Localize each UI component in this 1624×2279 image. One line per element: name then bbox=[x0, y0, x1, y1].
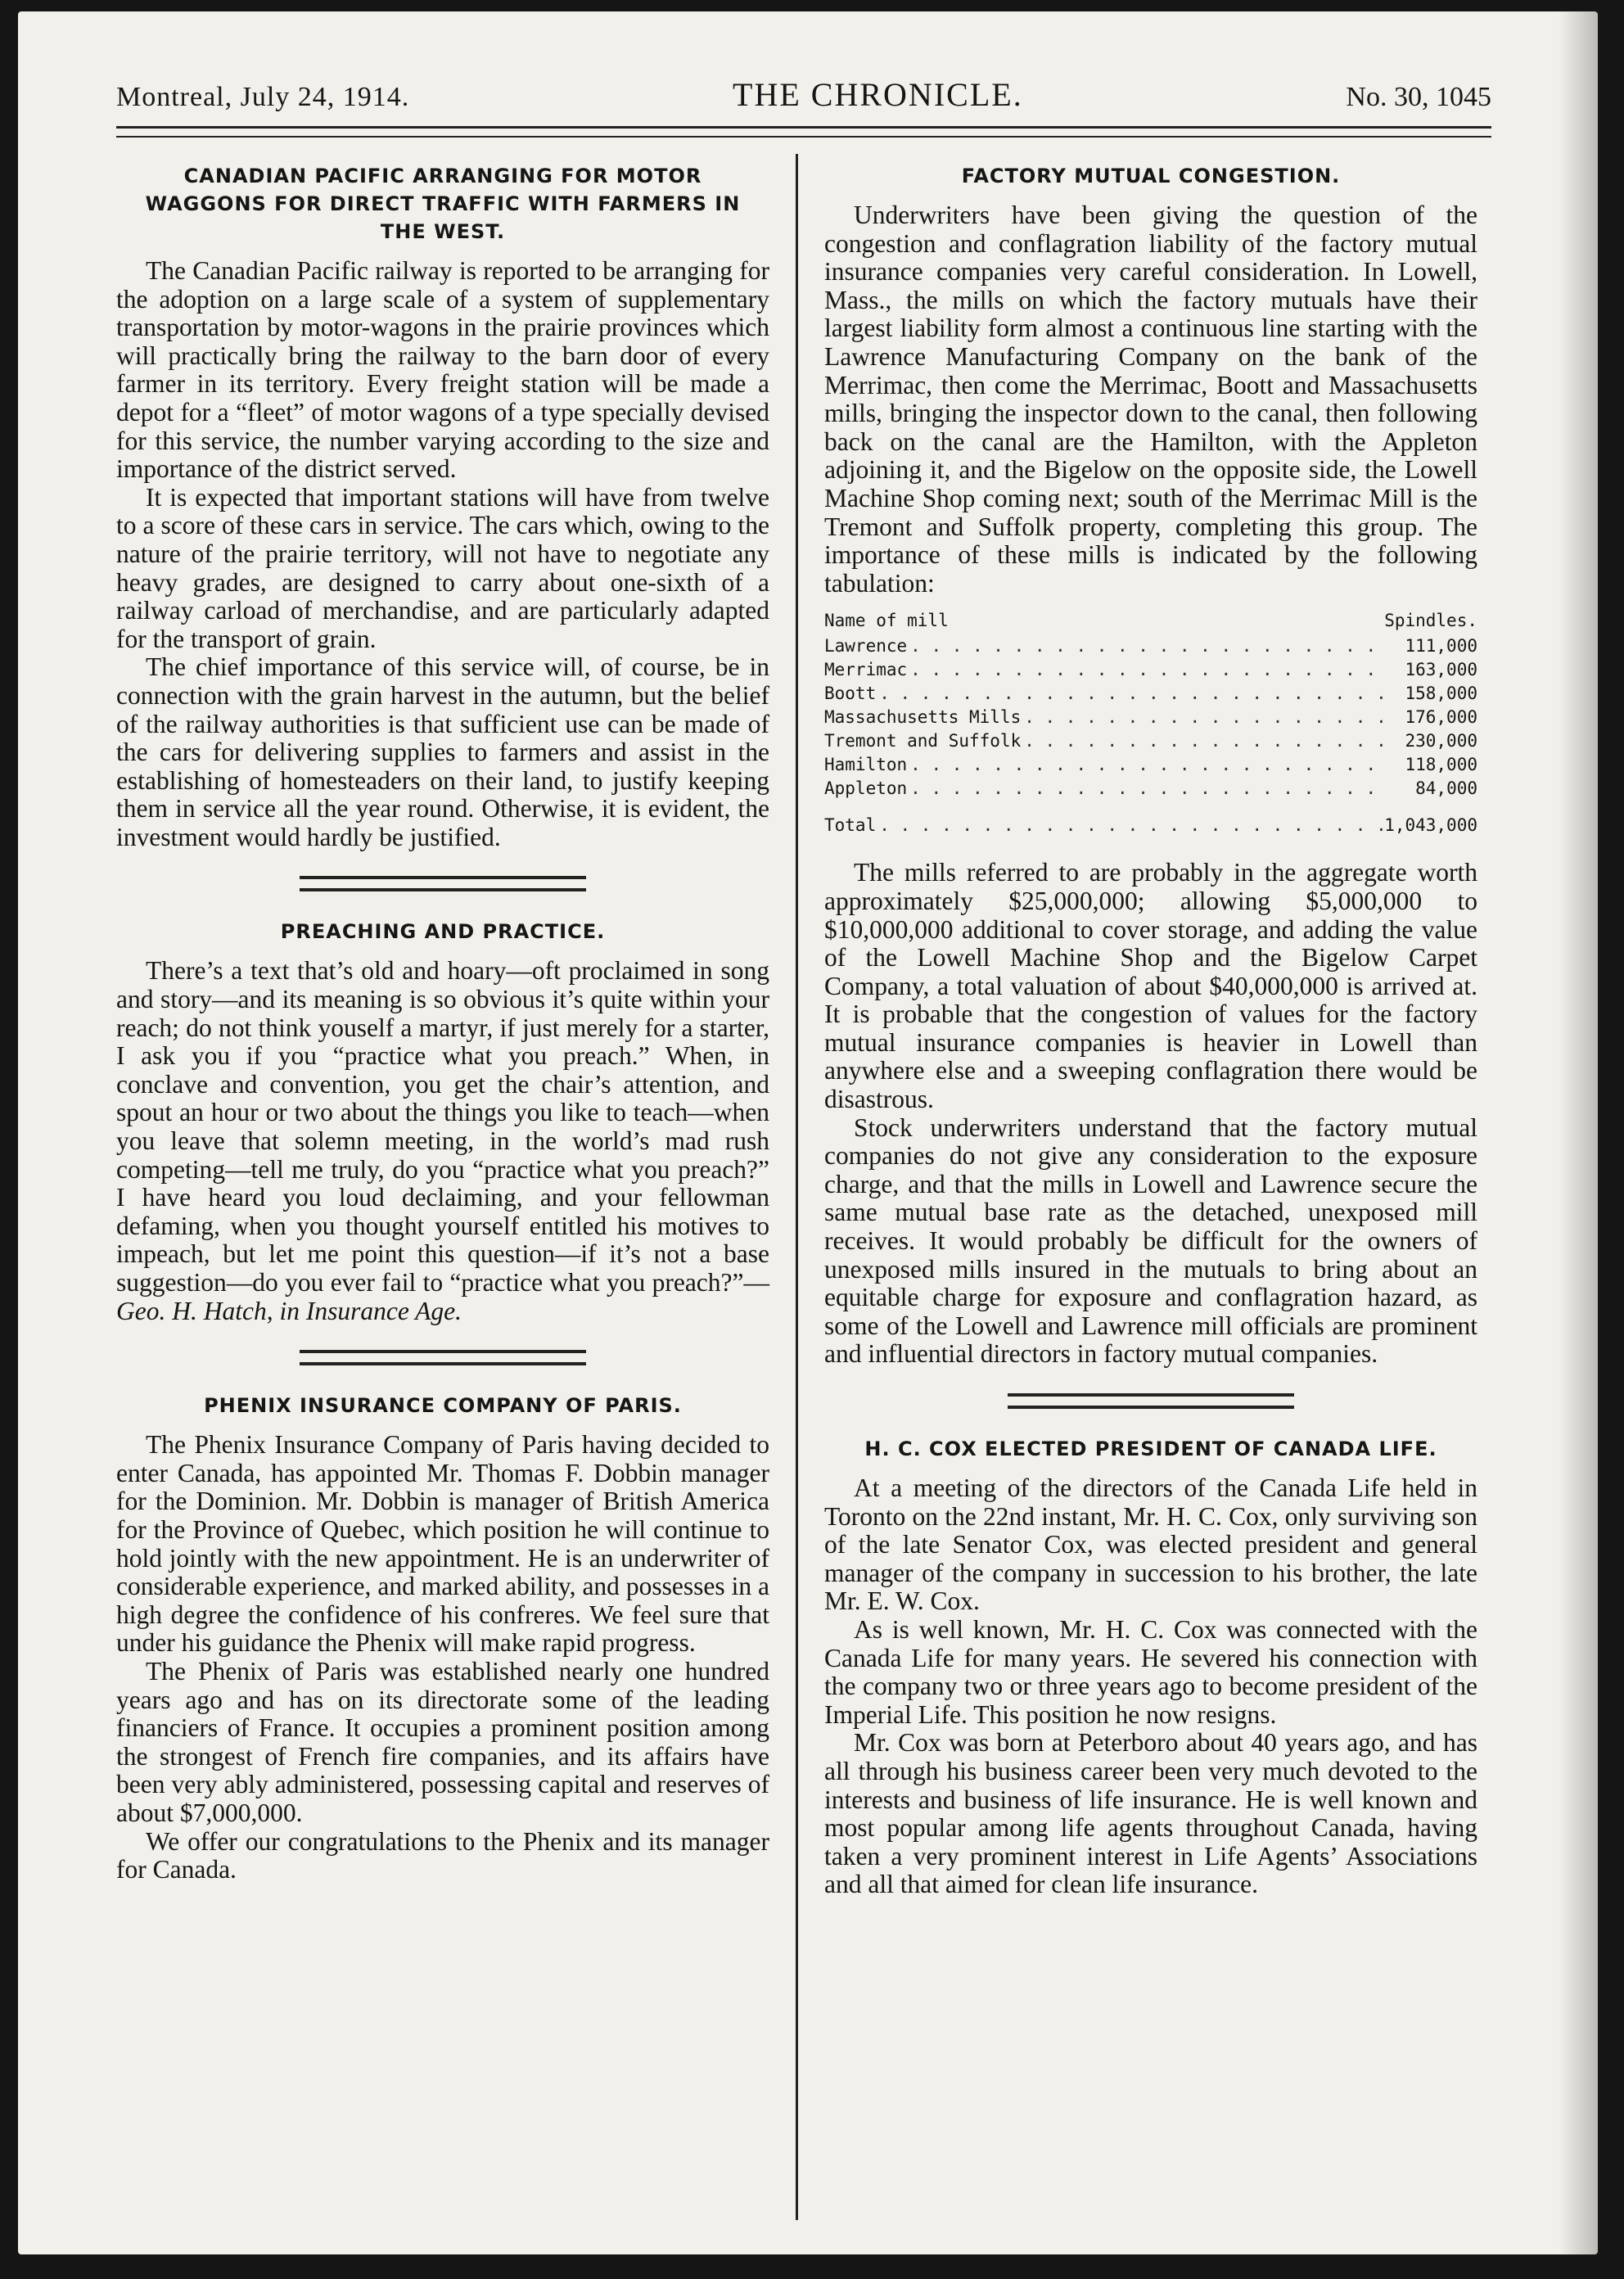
left-column bbox=[116, 154, 787, 2220]
poem-paragraph bbox=[116, 957, 769, 1325]
mill-name: Tremont and Suffolk bbox=[824, 731, 1022, 751]
article-heading: CANADIAN PACIFIC ARRANGING FOR MOTOR WAGGONS FOR DIRECT TRAFFIC WITH FARMERS IN THE WEST. bbox=[145, 165, 741, 243]
mill-name: Merrimac bbox=[824, 660, 908, 680]
poem-text: There’s a text that’s old and hoary—oft proclaimed in song and story—and its meaning is so obvious it’s quite within your reach; do not think youself a martyr, if just merely for a starter, I ask you if you “practice what you preach.” When, in conclave and convention, you get the chair’s attention, and spout an hour or two about the things you like to teach—when you leave that solemn meeting, in the world’s mad rush competing—tell me truly, do you “practice what you preach?” I have heard you loud declaiming, and your fellowman defaming, when you thought yourself entitled his motives to impeach, but let me point this question—if it’s not a base suggestion—do you ever fail to “practice what you preach?”— bbox=[116, 956, 769, 1297]
table-row bbox=[824, 729, 1477, 753]
table-row bbox=[824, 658, 1477, 682]
article-heading: PHENIX INSURANCE COMPANY OF PARIS. bbox=[204, 1394, 682, 1418]
publication-title: THE CHRONICLE. bbox=[733, 76, 1023, 113]
article-heading: PREACHING AND PRACTICE. bbox=[280, 920, 606, 944]
byline: Geo. H. Hatch, in Insurance Age. bbox=[116, 1296, 462, 1325]
article-phenix-insurance bbox=[116, 1392, 769, 1884]
running-head bbox=[116, 75, 1491, 121]
mill-name: Massachusetts Mills bbox=[824, 707, 1022, 728]
article-paragraph: The mills referred to are probably in the aggregate worth approximately $25,000,000; allowing $5,000,000 to $10,000,000 additional to cover storage, and adding the value of the Lowell Machine Shop and the Bigelow Carpet Company, a total valuation of about $40,000,000 is arrived at. It is probable that the congestion of values for the factory mutual insurance companies is heavier in Lowell than anywhere else and a sweeping conflagration there would be disastrous. bbox=[824, 858, 1477, 1114]
spindle-count: 176,000 bbox=[1405, 707, 1477, 728]
table-row bbox=[824, 634, 1477, 658]
article-cox-president bbox=[824, 1435, 1477, 1899]
mill-name: Hamilton bbox=[824, 755, 908, 775]
article-heading: FACTORY MUTUAL CONGESTION. bbox=[961, 165, 1341, 187]
article-paragraph: The Canadian Pacific railway is reported to be arranging for the adoption on a large scale of a system of supplementary transportation by motor-wagons in the prairie provinces which will practically bring the railway to the barn door of every farmer in its territory. Every freight station will be made a depot for a “fleet” of motor wagons of a type specially devised for this service, the number varying according to the size and importance of the district served. bbox=[116, 256, 769, 484]
article-paragraph: Mr. Cox was born at Peterboro about 40 years ago, and has all through his business career been very much devoted to the interests and business of life insurance. He is well known and most popular among life agents throughout Canada, having taken a very prominent interest in Life Agents’ Associations and all that aimed for clean life insurance. bbox=[824, 1728, 1477, 1899]
article-paragraph: The Phenix Insurance Company of Paris having decided to enter Canada, has appointed Mr. Thomas F. Dobbin manager for the Dominion. Mr. Dobbin is manager of British America for the Province of Quebec, which position he will continue to hold jointly with the new appointment. He is an underwriter of considerable experience, and marked ability, and possesses in a high degree the confidence of his confreres. We feel sure that under his guidance the Phenix will make rapid progress. bbox=[116, 1430, 769, 1658]
table-total-row bbox=[824, 814, 1477, 837]
dateline: Montreal, July 24, 1914. bbox=[116, 82, 410, 112]
spindle-count: 163,000 bbox=[1405, 660, 1477, 680]
spindles-table bbox=[824, 609, 1477, 837]
newspaper-page bbox=[116, 75, 1491, 2220]
table-header bbox=[824, 609, 1477, 633]
article-paragraph: The chief importance of this service will, of course, be in connection with the grain harvest in the autumn, but the belief of the railway authorities is that sufficient use can be made of the cars for delivering supplies to farmers and assist in the establishing of homesteaders on their land, to justify keeping them in service all the year round. Otherwise, it is evident, the investment would hardly be justified. bbox=[116, 652, 769, 851]
table-row bbox=[824, 682, 1477, 706]
total-value: 1,043,000 bbox=[1384, 815, 1477, 836]
section-divider bbox=[1008, 1393, 1294, 1409]
article-preaching-and-practice bbox=[116, 918, 769, 1325]
column-header-spindles: Spindles. bbox=[1384, 611, 1477, 631]
article-paragraph: It is expected that important stations will have from twelve to a score of these cars in service. The cars which, owing to the nature of the prairie territory, will not have to negotiate any heavy grades, are designed to carry about one-sixth of a railway carload of merchandise, and are particularly adapted for the transport of grain. bbox=[116, 482, 769, 653]
mill-name: Boott bbox=[824, 684, 877, 704]
table-row bbox=[824, 753, 1477, 777]
table-row bbox=[824, 706, 1477, 729]
article-heading: H. C. COX ELECTED PRESIDENT OF CANADA LIFE. bbox=[864, 1437, 1437, 1460]
spindle-count: 118,000 bbox=[1405, 755, 1477, 775]
article-paragraph: We offer our congratulations to the Phenix and its manager for Canada. bbox=[116, 1826, 769, 1884]
article-paragraph: As is well known, Mr. H. C. Cox was connected with the Canada Life for many years. He severed his connection with the company two or three years ago to become president of the Imperial Life. This position he now resigns. bbox=[824, 1614, 1477, 1729]
article-factory-mutual-congestion bbox=[824, 162, 1477, 1369]
column-rule bbox=[796, 154, 798, 2220]
spindle-count: 158,000 bbox=[1405, 684, 1477, 704]
article-paragraph: At a meeting of the directors of the Canada Life held in Toronto on the 22nd instant, Mr. H. C. Cox, only surviving son of the late Senator Cox, was elected president and general manager of the company in succession to his brother, the late Mr. E. W. Cox. bbox=[824, 1473, 1477, 1616]
table-row bbox=[824, 777, 1477, 801]
article-paragraph: Stock underwriters understand that the factory mutual companies do not give any consideration to the exposure charge, and that the mills in Lowell and Lawrence secure the same mutual base rate as the detached, unexposed mill receives. It would probably be difficult for the owners of unexposed mills insured in the mutuals to bring about an equitable charge for exposure and conflagration hazard, as some of the Lowell and Lawrence mill officials are prominent and influential directors in factory mutual companies. bbox=[824, 1112, 1477, 1369]
right-column bbox=[806, 154, 1477, 2220]
total-label: Total bbox=[824, 815, 877, 836]
columns bbox=[116, 154, 1491, 2220]
article-cpr-motor-waggons bbox=[116, 162, 769, 851]
page-scan bbox=[18, 11, 1598, 2254]
article-paragraph: Underwriters have been giving the question of the congestion and conflagration liability of the factory mutual insurance companies very careful consideration. In Lowell, Mass., the mills on which the factory mutuals have their largest liability form almost a continuous line starting with the Lawrence Manufacturing Company on the bank of the Merrimac, then come the Merrimac, Boott and Massachusetts mills, bringing the inspector down to the canal, then following back on the canal are the Hamilton, with the Appleton adjoining it, and the Bigelow on the opposite side, the Lowell Machine Shop coming next; south of the Merrimac Mill is the Tremont and Suffolk property, completing this group. The importance of these mills is indicated by the following tabulation: bbox=[824, 201, 1477, 598]
section-divider bbox=[300, 1350, 586, 1365]
section-divider bbox=[300, 876, 586, 891]
spindle-count: 230,000 bbox=[1405, 731, 1477, 751]
issue-page-number: No. 30, 1045 bbox=[1346, 82, 1491, 112]
mill-name: Lawrence bbox=[824, 636, 908, 657]
header-rule bbox=[116, 126, 1491, 138]
column-header-mill: Name of mill bbox=[824, 611, 949, 631]
article-paragraph: The Phenix of Paris was established nearly one hundred years ago and has on its directorate some of the leading financiers of France. It occupies a prominent position among the strongest of French fire companies, and its affairs have been very ably administered, possessing capital and reserves of about $7,000,000. bbox=[116, 1656, 769, 1827]
spindle-count: 84,000 bbox=[1415, 778, 1477, 799]
mill-name: Appleton bbox=[824, 778, 908, 799]
spindle-count: 111,000 bbox=[1405, 636, 1477, 657]
